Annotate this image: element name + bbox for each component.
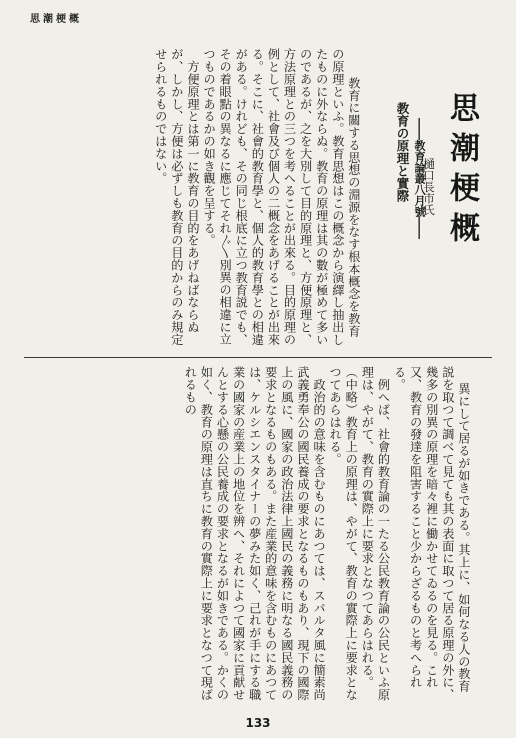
page-number: 133 — [245, 716, 271, 730]
source-note: ――教育論叢八月號―― — [413, 118, 426, 239]
bottom-paragraph: 例へば、社會的教育論の一たる公民教育論の公民といふ原理は、やがて、教育の實際上に要求となつてあらはれる。（中略）教育上の原理は、やがて、教育の實際上に要求となつてあらはれる。 — [328, 366, 391, 701]
section-divider — [24, 357, 492, 358]
article-subtitle: 教育の原理と實際 — [395, 102, 410, 202]
running-head: 思潮梗概 — [30, 14, 82, 25]
bottom-article-text — [30, 366, 488, 704]
top-paragraph: 方便原理とは第一に教育の目的をあげねばならぬが、しかし、方便は必ずしも教育の目的からのみ規定せられるものではない。 — [153, 48, 200, 346]
article-title: 思潮梗概 — [444, 92, 479, 252]
bottom-paragraph: 政治的の意味を含むものにあつては、スパルタ風に簡素尚武義勇奉公の國民養成の要求となるものもあり、現下の國際上の風に、國家の政治法律上國民の義務に明なる國民義務の要求となるものもある。また産業的意味を含むものにあつては、ケルシエンスタイナーの夢みた如く、己れが手にする職業の國家の産業上の地位を辨へ、それによつて國家に貢献せんとする心懸の公民養成の要求となるが如きである。かくの如く、教育の原理は直ちに教育の實際上に要求となつて現ばれるもの — [183, 366, 327, 701]
author-name: 樋口長市氏 — [422, 158, 436, 216]
bottom-paragraph: 異にして居るが如きである。其上に、如何なる人の教育説を取つて調べて見ても其の表面に取つて居る原理の外に、幾多の別異の原理を暗々裡に働かせてゐるのを見る。これ又、教育の發達を阻害すること少からざるものと考へられる。 — [392, 366, 471, 701]
article-header — [380, 102, 436, 302]
top-article-text — [30, 48, 378, 348]
top-paragraph: 教育に關する思想の淵源をなす根本概念を教育の原理といふ。教育思想はこの概念から演繹し抽出したものに外ならぬ。教育の原理は其の數が極めて多いのであるが、之を大別して目的原理と、方便原理と、方法原理との三つを考へることが出來る。目的原理の例として、社會及び個人の二概念をあげることが出來る。そこに、社會的教育學と、個人的教育學との相違がある。けれども、その同じ根底に立つ教育説でも、その着眼點の異なるに應じてそれ〴〵別異の相違に立つものであるかの如き觀を呈する。 — [202, 48, 361, 346]
